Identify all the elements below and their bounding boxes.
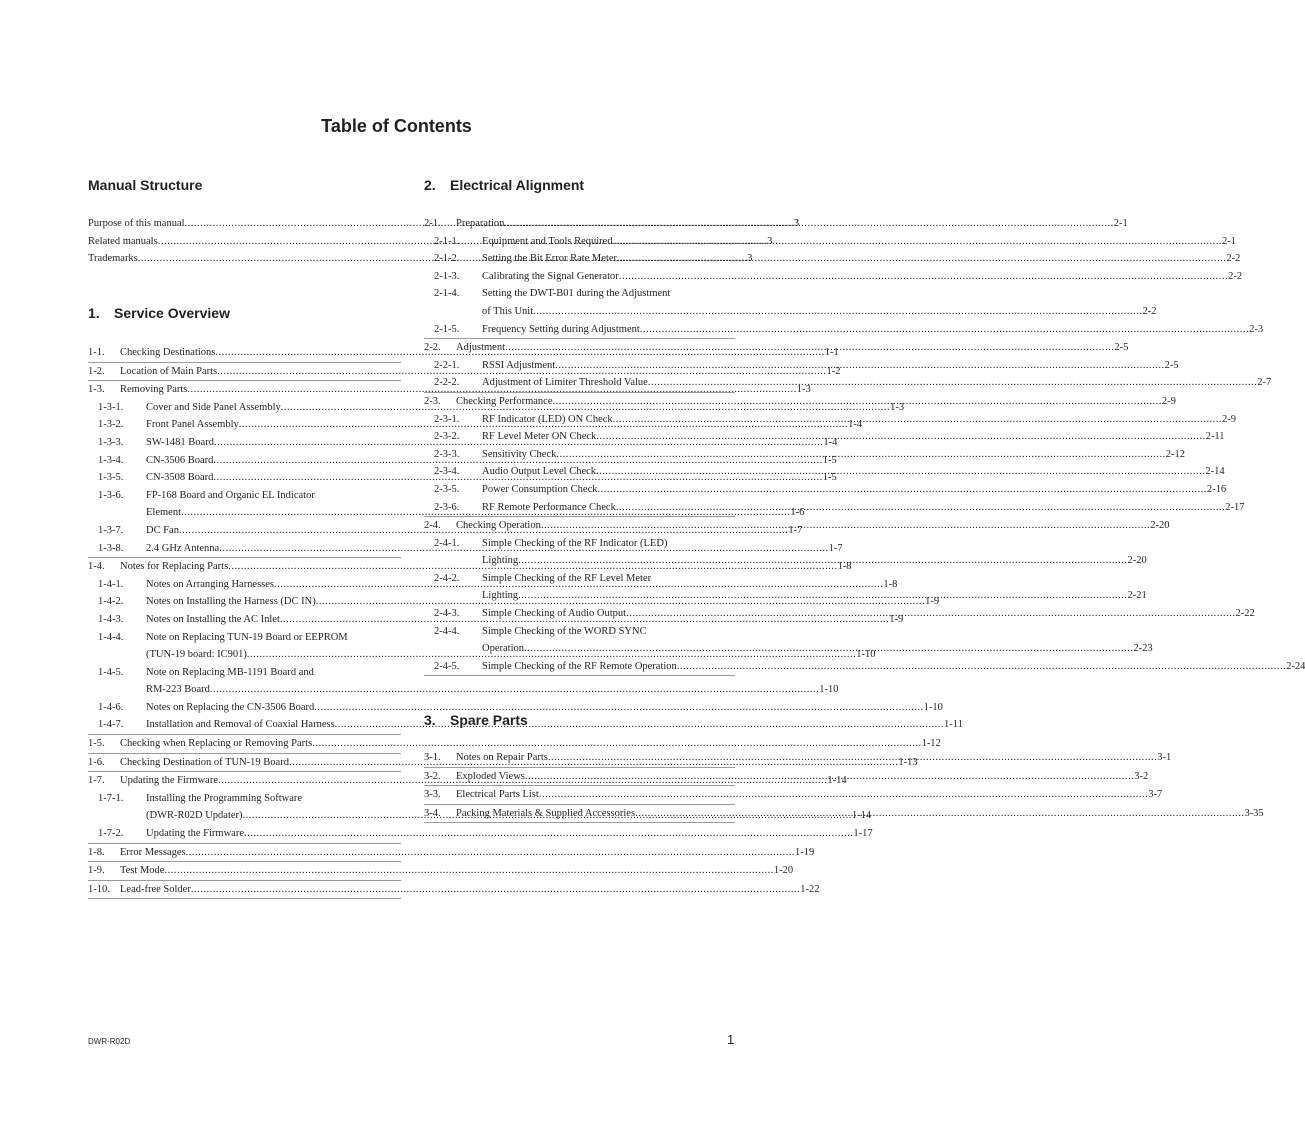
toc-label: Setting the DWT-B01 during the Adjustment xyxy=(482,288,671,300)
toc-page: 1-22 xyxy=(800,883,820,895)
toc-page: 2-17 xyxy=(1225,501,1245,513)
dot-leader xyxy=(244,825,853,843)
toc-number: 2-3-2. xyxy=(434,431,460,443)
toc-line xyxy=(88,487,401,505)
dot-leader xyxy=(186,844,795,862)
toc-label: Preparation xyxy=(456,218,505,229)
toc-line-continued xyxy=(424,303,1157,321)
toc-label-continued: (DWR-R02D Updater) xyxy=(146,810,243,822)
toc-number: 1-3-5. xyxy=(98,472,124,484)
toc-page: 1-4 xyxy=(823,436,838,448)
toc-page: 1-10 xyxy=(923,701,943,713)
toc-number: 1-4-1. xyxy=(98,578,124,590)
page-title: Table of Contents xyxy=(321,116,472,136)
toc-line xyxy=(88,862,794,880)
toc-line xyxy=(88,844,815,862)
toc-number: 3-3. xyxy=(424,789,441,801)
toc-line xyxy=(88,629,401,647)
toc-number: 1-8. xyxy=(88,846,105,858)
toc-label-continued: Element xyxy=(146,507,181,519)
toc-number: 2-1-3. xyxy=(434,270,460,282)
dot-leader xyxy=(598,481,1207,499)
toc-label: Packing Materials & Supplied Accessories xyxy=(456,807,636,819)
toc-page: 1-1 xyxy=(824,347,839,358)
toc-line xyxy=(424,570,735,588)
toc-number: 2-1-2. xyxy=(434,253,460,265)
toc-page: 2-20 xyxy=(1127,555,1147,567)
section-title: Electrical Alignment xyxy=(450,177,585,193)
toc-entry[interactable] xyxy=(424,233,1236,251)
toc-label: Checking Performance xyxy=(456,395,553,407)
toc-number: 2-1-1. xyxy=(434,235,460,247)
toc-page: 2-1 xyxy=(1221,235,1236,247)
section-number: 1. xyxy=(88,305,100,321)
toc-label: Lead-free Solder xyxy=(120,883,191,895)
dot-leader xyxy=(553,393,1162,411)
toc-line xyxy=(424,250,1241,268)
spare-parts-heading xyxy=(424,712,735,728)
dot-leader xyxy=(164,862,773,880)
toc-page: 1-3 xyxy=(890,401,905,413)
toc-label: Adjustment of Limiter Threshold Value xyxy=(482,377,648,389)
dot-leader xyxy=(548,749,1157,767)
toc-number: 2-2. xyxy=(424,342,441,354)
dot-leader xyxy=(518,587,1127,605)
toc-number: 1-4-2. xyxy=(98,596,124,608)
toc-number: 2-3. xyxy=(424,395,441,407)
toc-number: 1-3-4. xyxy=(98,454,124,466)
toc-label: Front Panel Assembly xyxy=(146,419,239,431)
toc-label: Notes on Installing the AC Inlet xyxy=(146,613,280,625)
toc-label: FP-168 Board and Organic EL Indicator xyxy=(146,489,315,501)
toc-number: 1-3-1. xyxy=(98,401,124,413)
toc-page: 2-24 xyxy=(1286,660,1305,672)
toc-page: 2-23 xyxy=(1133,643,1153,655)
dot-leader xyxy=(626,605,1235,623)
manual-structure-heading: Manual Structure xyxy=(88,177,203,193)
toc-page: 1-5 xyxy=(822,454,837,466)
toc-label: Purpose of this manual xyxy=(88,218,185,229)
toc-label: CN-3506 Board xyxy=(146,454,214,466)
toc-label: Notes on Replacing the CN-3506 Board xyxy=(146,701,315,713)
toc-page: 2-16 xyxy=(1206,483,1227,495)
dot-leader xyxy=(525,768,1134,786)
toc-page: 1-17 xyxy=(853,828,873,840)
dot-leader xyxy=(635,805,1244,823)
toc-page: 3 xyxy=(767,235,773,247)
toc-page: 2-7 xyxy=(1257,377,1272,389)
toc-label: Location of Main Parts xyxy=(120,365,218,377)
toc-number: 1-4. xyxy=(88,561,105,573)
toc-page: 1-9 xyxy=(925,596,940,608)
toc-number: 3-4. xyxy=(424,807,441,819)
toc-number: 2-4-1. xyxy=(434,537,460,549)
dot-leader xyxy=(518,552,1127,570)
toc-label: Checking Destinations xyxy=(120,347,216,358)
toc-number: 2-4-3. xyxy=(434,608,460,620)
toc-label: DC Fan xyxy=(146,524,179,536)
toc-line xyxy=(88,699,943,717)
toc-page: 1-8 xyxy=(837,561,852,573)
toc-label: Checking Destination of TUN-19 Board xyxy=(120,756,289,768)
toc-line xyxy=(424,215,1128,233)
dot-leader xyxy=(616,499,1225,517)
toc-page: 2-9 xyxy=(1161,395,1176,407)
toc-number: 1-4-6. xyxy=(98,701,124,713)
toc-number: 1-3-3. xyxy=(98,436,124,448)
dot-leader xyxy=(210,681,819,699)
toc-page: 2-21 xyxy=(1127,590,1147,602)
toc-line xyxy=(88,790,401,808)
toc-entry[interactable] xyxy=(424,786,1163,805)
toc-line-continued xyxy=(88,681,839,699)
toc-label-continued: RM-223 Board xyxy=(146,684,210,696)
toc-label: Error Messages xyxy=(120,846,186,858)
toc-page: 2-5 xyxy=(1164,359,1179,371)
toc-label: Updating the Firmware xyxy=(146,828,244,840)
toc-page: 3 xyxy=(747,253,753,265)
toc-label: Equipment and Tools Required xyxy=(482,235,613,247)
dot-leader xyxy=(524,640,1133,658)
dot-leader xyxy=(555,357,1164,375)
toc-number: 1-2. xyxy=(88,365,105,377)
toc-entry[interactable] xyxy=(424,481,1227,499)
toc-number: 2-4-5. xyxy=(434,660,460,672)
toc-label: Installing the Programming Software xyxy=(146,792,303,804)
toc-page: 3 xyxy=(793,218,800,229)
toc-label: Notes on Repair Parts xyxy=(456,752,548,763)
toc-label: SW-1481 Board xyxy=(146,436,214,448)
section-number: 3. xyxy=(424,712,436,728)
toc-label: Related manuals xyxy=(88,235,158,247)
toc-entry[interactable] xyxy=(424,250,1241,268)
toc-label: Power Consumption Check xyxy=(482,483,598,495)
toc-entry[interactable] xyxy=(88,735,941,754)
toc-page: 2-2 xyxy=(1228,270,1243,282)
dot-leader xyxy=(613,233,1222,251)
toc-page: 2-3 xyxy=(1249,323,1264,335)
toc-number: 2-3-4. xyxy=(434,466,460,478)
toc-label: 2.4 GHz Antenna xyxy=(146,542,220,554)
toc-number: 1-4-4. xyxy=(98,631,124,643)
toc-number: 3-1. xyxy=(424,752,441,763)
toc-label: Note on Replacing MB-1191 Board and xyxy=(146,666,314,678)
toc-number: 2-2-1. xyxy=(434,359,460,371)
toc-number: 1-6. xyxy=(88,756,105,768)
dot-leader xyxy=(533,303,1142,321)
toc-number: 1-10. xyxy=(88,883,110,895)
dot-leader xyxy=(640,321,1249,339)
dot-leader xyxy=(648,374,1257,392)
electrical-alignment-heading xyxy=(424,177,735,193)
toc-label: Test Mode xyxy=(120,865,165,877)
toc-line xyxy=(424,481,1227,499)
toc-label-continued: Lighting xyxy=(482,590,519,602)
toc-number: 2-4. xyxy=(424,520,441,532)
footer-page-number: 1 xyxy=(727,1032,735,1047)
toc-line xyxy=(424,658,1305,676)
dot-leader xyxy=(504,215,1113,233)
toc-page: 1-7 xyxy=(788,524,803,536)
toc-label: Simple Checking of the RF Indicator (LED) xyxy=(482,537,668,549)
toc-number: 2-1. xyxy=(424,218,441,229)
toc-label: Simple Checking of the WORD SYNC xyxy=(482,625,647,637)
toc-label: Exploded Views xyxy=(456,770,525,782)
toc-line xyxy=(424,285,735,303)
toc-page: 1-11 xyxy=(944,719,963,731)
toc-line xyxy=(88,825,873,843)
toc-number: 1-4-3. xyxy=(98,613,124,625)
toc-line xyxy=(424,623,735,641)
toc-label: RSSI Adjustment xyxy=(482,359,556,371)
toc-number: 1-7. xyxy=(88,775,105,787)
toc-number: 1-7-2. xyxy=(98,828,124,840)
toc-label: Simple Checking of the RF Remote Operation xyxy=(482,660,677,672)
toc-label: Cover and Side Panel Assembly xyxy=(146,401,281,413)
toc-page: 3-2 xyxy=(1134,770,1149,782)
toc-label: Notes on Installing the Harness (DC IN) xyxy=(146,596,316,608)
toc-page: 2-5 xyxy=(1114,342,1129,354)
toc-label: CN-3508 Board xyxy=(146,472,214,484)
toc-number: 1-3. xyxy=(88,384,105,396)
toc-label-continued: Lighting xyxy=(482,555,519,567)
toc-number: 1-4-5. xyxy=(98,666,124,678)
toc-label: RF Level Meter ON Check xyxy=(482,431,597,443)
toc-page: 3-35 xyxy=(1244,807,1264,819)
toc-entry[interactable] xyxy=(88,699,943,717)
toc-label-continued: Operation xyxy=(482,643,524,655)
dot-leader xyxy=(677,658,1286,676)
toc-number: 3-2. xyxy=(424,770,441,782)
toc-number: 1-7-1. xyxy=(98,792,124,804)
section-title: Spare Parts xyxy=(450,712,528,728)
dot-leader xyxy=(596,428,1205,446)
toc-number: 1-9. xyxy=(88,865,105,877)
toc-number: 2-1-5. xyxy=(434,323,460,335)
toc-page: 3-7 xyxy=(1148,789,1163,801)
toc-number: 2-1-4. xyxy=(434,288,460,300)
toc-label: Electrical Parts List xyxy=(456,789,539,801)
toc-page: 1-14 xyxy=(827,775,847,787)
toc-number: 1-5. xyxy=(88,738,105,750)
toc-label: Setting the Bit Error Rate Meter xyxy=(482,253,618,265)
toc-page: 1-4 xyxy=(848,419,863,431)
toc-label: Note on Replacing TUN-19 Board or EEPROM xyxy=(146,631,348,643)
toc-number: 1-3-8. xyxy=(98,542,124,554)
dot-leader xyxy=(191,881,800,899)
toc-page: 2-12 xyxy=(1165,448,1185,460)
toc-label: Notes for Replacing Parts xyxy=(120,561,229,573)
toc-number: 1-3-7. xyxy=(98,524,124,536)
toc-page: 1-8 xyxy=(883,578,898,590)
toc-line xyxy=(88,664,401,682)
toc-page: 2-20 xyxy=(1150,520,1170,532)
toc-line xyxy=(88,735,941,753)
dot-leader xyxy=(613,411,1222,429)
toc-line xyxy=(424,786,1163,804)
toc-page: 1-3 xyxy=(796,384,811,396)
toc-label: RF Remote Performance Check xyxy=(482,501,616,513)
dot-leader xyxy=(539,786,1148,804)
dot-leader xyxy=(541,517,1150,535)
toc-number: 1-4-7. xyxy=(98,719,124,731)
section-number: 2. xyxy=(424,177,436,193)
toc-label: Trademarks xyxy=(88,253,138,265)
toc-page: 1-2 xyxy=(826,365,841,377)
toc-page: 1-9 xyxy=(889,613,904,625)
toc-label: Removing Parts xyxy=(120,384,188,396)
toc-number: 2-2-2. xyxy=(434,377,460,389)
dot-leader xyxy=(596,463,1205,481)
toc-label-continued: (TUN-19 board: IC901) xyxy=(146,649,247,661)
toc-label: Sensitivity Check xyxy=(482,448,557,460)
toc-page: 1-14 xyxy=(851,810,872,822)
toc-number: 2-3-6. xyxy=(434,501,460,513)
toc-page: 2-2 xyxy=(1142,305,1157,317)
toc-page: 3-1 xyxy=(1157,752,1172,763)
toc-number: 1-1. xyxy=(88,347,105,358)
toc-number: 1-3-6. xyxy=(98,489,124,501)
toc-number: 1-3-2. xyxy=(98,419,124,431)
toc-label: Checking when Replacing or Removing Parts xyxy=(120,738,313,750)
toc-label: Notes on Arranging Harnesses xyxy=(146,578,275,590)
toc-page: 1-10 xyxy=(856,649,876,661)
toc-number: 2-4-4. xyxy=(434,625,460,637)
toc-label: RF Indicator (LED) ON Check xyxy=(482,413,613,425)
toc-entry[interactable] xyxy=(88,881,820,900)
toc-entry[interactable] xyxy=(424,321,1264,340)
toc-entry[interactable] xyxy=(88,844,815,863)
toc-entry[interactable] xyxy=(424,285,1157,320)
toc-entry[interactable] xyxy=(424,215,1128,233)
toc-page: 2-11 xyxy=(1205,431,1225,443)
toc-page: 1-5 xyxy=(822,472,837,484)
toc-page: 2-9 xyxy=(1222,413,1237,425)
toc-label: Simple Checking of the RF Level Meter xyxy=(482,572,652,584)
dot-leader xyxy=(556,446,1165,464)
toc-number: 2-3-3. xyxy=(434,448,460,460)
toc-entry[interactable] xyxy=(88,825,873,844)
toc-page: 2-1 xyxy=(1113,218,1128,229)
toc-entry[interactable] xyxy=(424,658,1305,677)
toc-number: 2-3-1. xyxy=(434,413,460,425)
toc-line xyxy=(424,233,1236,251)
toc-number: 2-3-5. xyxy=(434,483,460,495)
toc-entry[interactable] xyxy=(88,862,794,881)
toc-line xyxy=(424,268,1243,286)
toc-label: Adjustment xyxy=(456,342,505,354)
toc-page: 1-7 xyxy=(828,542,843,554)
toc-line xyxy=(424,321,1264,339)
toc-label-continued: of This Unit xyxy=(482,305,534,317)
toc-page: 2-22 xyxy=(1235,608,1255,620)
toc-label: Calibrating the Signal Generator xyxy=(482,270,619,282)
toc-label: Frequency Setting during Adjustment xyxy=(482,323,640,335)
dot-leader xyxy=(505,339,1114,357)
service-overview-heading xyxy=(88,305,401,321)
section-title: Service Overview xyxy=(114,305,230,321)
toc-page: 1-13 xyxy=(898,756,918,768)
toc-line xyxy=(88,881,820,899)
toc-label: Audio Output Level Check xyxy=(482,466,597,478)
dot-leader xyxy=(619,268,1228,286)
footer-model: DWR-R02D xyxy=(88,1037,131,1046)
toc-label: Installation and Removal of Coaxial Harness xyxy=(146,719,335,731)
toc-page: 2-14 xyxy=(1205,466,1225,478)
toc-label: Updating the Firmware xyxy=(120,775,218,787)
toc-label: Checking Operation xyxy=(456,520,541,532)
toc-page: 1-19 xyxy=(794,846,815,858)
toc-line xyxy=(424,535,735,553)
dot-leader xyxy=(617,250,1226,268)
toc-page: 2-2 xyxy=(1226,253,1241,265)
toc-page: 1-20 xyxy=(773,865,794,877)
toc-page: 1-10 xyxy=(819,684,839,696)
toc-page: 1-6 xyxy=(790,507,805,519)
toc-entry[interactable] xyxy=(424,268,1243,286)
toc-page: 1-12 xyxy=(921,738,941,750)
toc-number: 2-4-2. xyxy=(434,572,460,584)
toc-label: Simple Checking of Audio Output xyxy=(482,608,627,620)
